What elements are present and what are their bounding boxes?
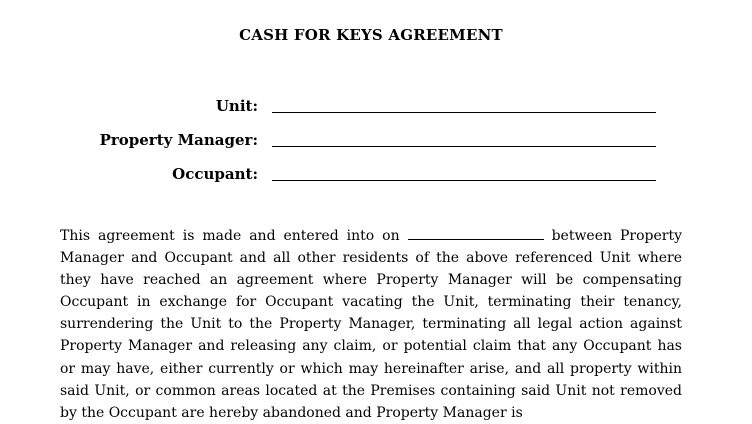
document-title: CASH FOR KEYS AGREEMENT <box>239 26 503 44</box>
occupant-label: Occupant: <box>172 165 258 183</box>
agreement-paragraph <box>60 225 682 424</box>
paragraph-text-start: This agreement is made and entered into on <box>60 228 400 244</box>
date-blank-line[interactable] <box>408 227 544 240</box>
occupant-blank-line[interactable] <box>272 180 656 181</box>
unit-blank-line[interactable] <box>272 112 656 113</box>
unit-field <box>0 97 752 119</box>
paragraph-text-rest: between Property Manager and Occupant and all other residents of the above referenced Unit where they have reached an agreement where Property Manager will be compensating Occupant in exchange for Occupant vacating the Unit, terminating their tenancy, surrendering the Unit to the Property Manager, terminating all legal action against Property Manager and releasing any claim, or potential claim that any Occupant has or may have, either currently or which may hereinafter arise, and all property within said Unit, or common areas located at the Premises containing said Unit not removed by the Occupant are hereby abandoned and Property Manager is <box>60 228 683 421</box>
property-manager-field <box>0 131 752 153</box>
property-manager-blank-line[interactable] <box>272 146 656 147</box>
unit-label: Unit: <box>215 97 258 115</box>
occupant-field <box>0 165 752 187</box>
property-manager-label: Property Manager: <box>99 131 258 149</box>
